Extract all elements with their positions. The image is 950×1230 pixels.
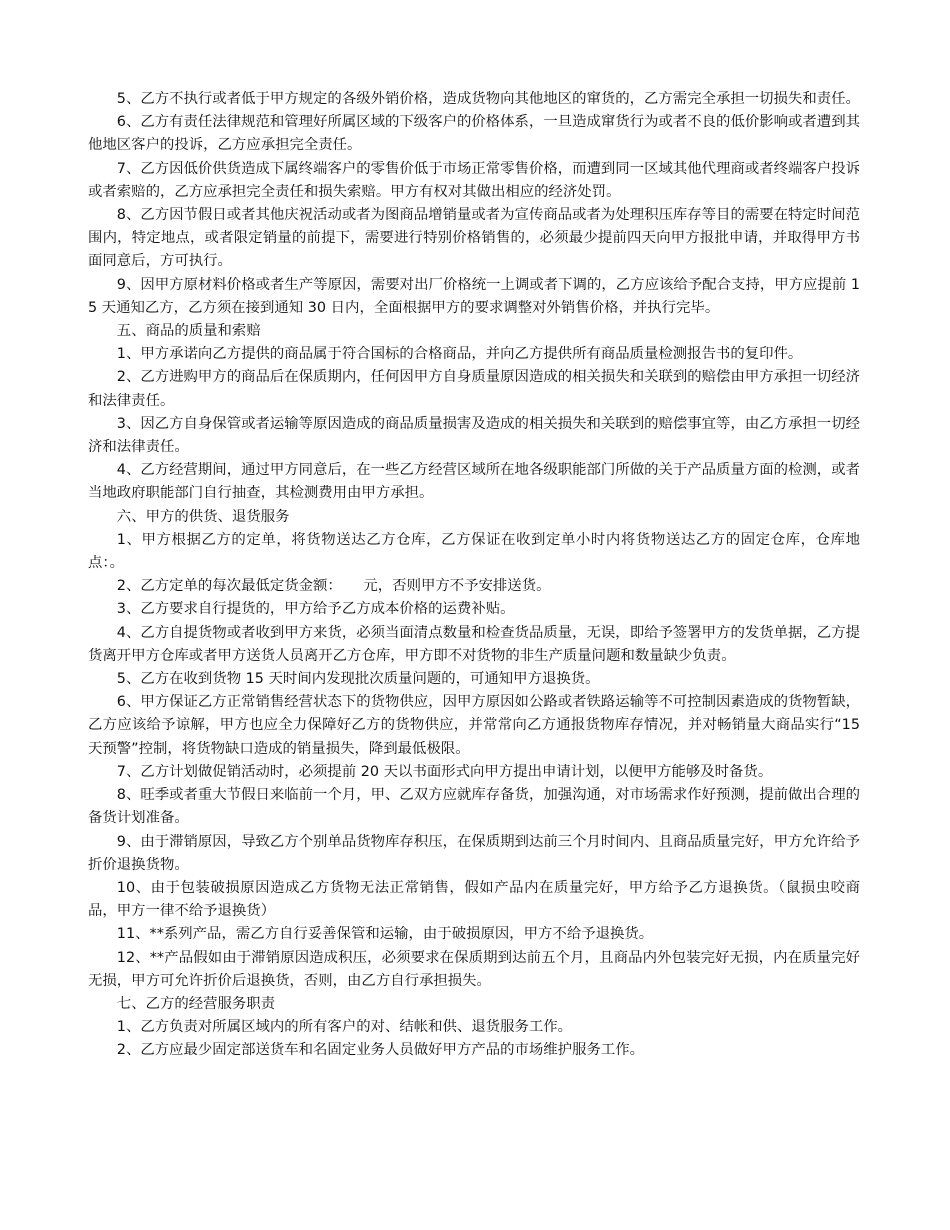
clause-paragraph: 8、乙方因节假日或者其他庆祝活动或者为图商品增销量或者为宣传商品或者为处理积压库存等目的需要在特定时间范围内，特定地点，或者限定销量的前提下，需要进行特别价格销售的，必须最少提前四天向甲方报批申请，并取得甲方书面同意后，方可执行。 [88, 207, 860, 270]
clause-paragraph: 8、旺季或者重大节假日来临前一个月，甲、乙双方应就库存备货，加强沟通，对市场需求作好预测，提前做出合理的备货计划准备。 [88, 787, 860, 827]
clause-paragraph: 4、乙方经营期间，通过甲方同意后，在一些乙方经营区域所在地各级职能部门所做的关于产品质量方面的检测，或者当地政府职能部门自行抽查，其检测费用由甲方承担。 [88, 462, 860, 502]
clause-paragraph: 3、乙方要求自行提货的，甲方给予乙方成本价格的运费补贴。 [116, 601, 515, 618]
clause-paragraph: 5、乙方在收到货物 15 天时间内发现批次质量问题的，可通知甲方退换货。 [116, 671, 600, 688]
clause-paragraph: 1、乙方负责对所属区域内的所有客户的对、结帐和供、退货服务工作。 [116, 1019, 573, 1036]
clause-paragraph: 4、乙方自提货物或者收到甲方来货，必须当面清点数量和检查货品质量，无误，即给予签署甲方的发货单据，乙方提货离开甲方仓库或者甲方送货人员离开乙方仓库，甲方即不对货物的非生产质量问题和数量缺少负责。 [88, 624, 860, 664]
clause-paragraph: 9、由于滞销原因，导致乙方个别单品货物库存积压，在保质期到达前三个月时间内、且商品质量完好，甲方允许给予折价退换货物。 [88, 833, 860, 873]
clause-paragraph: 6、乙方有责任法律规范和管理好所属区域的下级客户的价格体系，一旦造成窜货行为或者不良的低价影响或者遭到其他地区客户的投诉，乙方应承担完全责任。 [88, 114, 860, 154]
clause-paragraph: 1、甲方承诺向乙方提供的商品属于符合国标的合格商品，并向乙方提供所有商品质量检测报告书的复印件。 [116, 346, 803, 363]
document-body [88, 88, 860, 1063]
clause-paragraph: 2、乙方进购甲方的商品后在保质期内，任何因甲方自身质量原因造成的相关损失和关联到的赔偿由甲方承担一切经济和法律责任。 [88, 369, 860, 409]
section-heading: 五、商品的质量和索赔 [116, 323, 261, 340]
clause-paragraph: 7、乙方计划做促销活动时，必须提前 20 天以书面形式向甲方提出申请计划，以便甲方能够及时备货。 [116, 763, 773, 780]
clause-paragraph: 5、乙方不执行或者低于甲方规定的各级外销价格，造成货物向其他地区的窜货的，乙方需完全承担一切损失和责任。 [116, 91, 860, 107]
clause-paragraph: 2、乙方定单的每次最低定货金额： 元，否则甲方不予安排送货。 [116, 578, 551, 595]
clause-paragraph: 2、乙方应最少固定部送货车和名固定业务人员做好甲方产品的市场维护服务工作。 [116, 1042, 645, 1059]
section-heading: 七、乙方的经营服务职责 [116, 995, 276, 1012]
section-heading: 六、甲方的供货、退货服务 [116, 508, 290, 525]
clause-paragraph: 1、甲方根据乙方的定单，将货物送达乙方仓库，乙方保证在收到定单小时内将货物送达乙方的固定仓库，仓库地点：。 [88, 531, 860, 572]
clause-paragraph: 12、**产品假如由于滞销原因造成积压，必须要求在保质期到达前五个月，且商品内外包装完好无损，内在质量完好无损，甲方可允许折价后退换货，否则，由乙方自行承担损失。 [88, 949, 860, 989]
clause-paragraph: 10、由于包装破损原因造成乙方货物无法正常销售，假如产品内在质量完好，甲方给予乙方退换货。（鼠损虫咬商品，甲方一律不给予退换货） [88, 879, 860, 920]
clause-paragraph: 3、因乙方自身保管或者运输等原因造成的商品质量损害及造成的相关损失和关联到的赔偿事宜等，由乙方承担一切经济和法律责任。 [88, 415, 860, 456]
clause-paragraph: 6、甲方保证乙方正常销售经营状态下的货物供应，因甲方原因如公路或者铁路运输等不可控制因素造成的货物暂缺，乙方应该给予谅解，甲方也应全力保障好乙方的货物供应，并常常向乙方通报货物库存情况，并对畅销量大商品实行“15 天预警”控制，将货物缺口造成的销量损失，降到最低极限。 [88, 694, 860, 757]
clause-paragraph: 7、乙方因低价供货造成下属终端客户的零售价低于市场正常零售价格，而遭到同一区域其他代理商或者终端客户投诉或者索赔的，乙方应承担完全责任和损失索赔。甲方有权对其做出相应的经济处罚。 [88, 160, 860, 200]
clause-paragraph: 9、因甲方原材料价格或者生产等原因，需要对出厂价格统一上调或者下调的，乙方应该给予配合支持，甲方应提前 15 天通知乙方，乙方须在接到通知 30 日内，全面根据甲方的要求调整对外销售价格，并执行完毕。 [88, 276, 860, 316]
clause-paragraph: 11、**系列产品，需乙方自行妥善保管和运输，由于破损原因，甲方不给予退换货。 [116, 926, 654, 943]
